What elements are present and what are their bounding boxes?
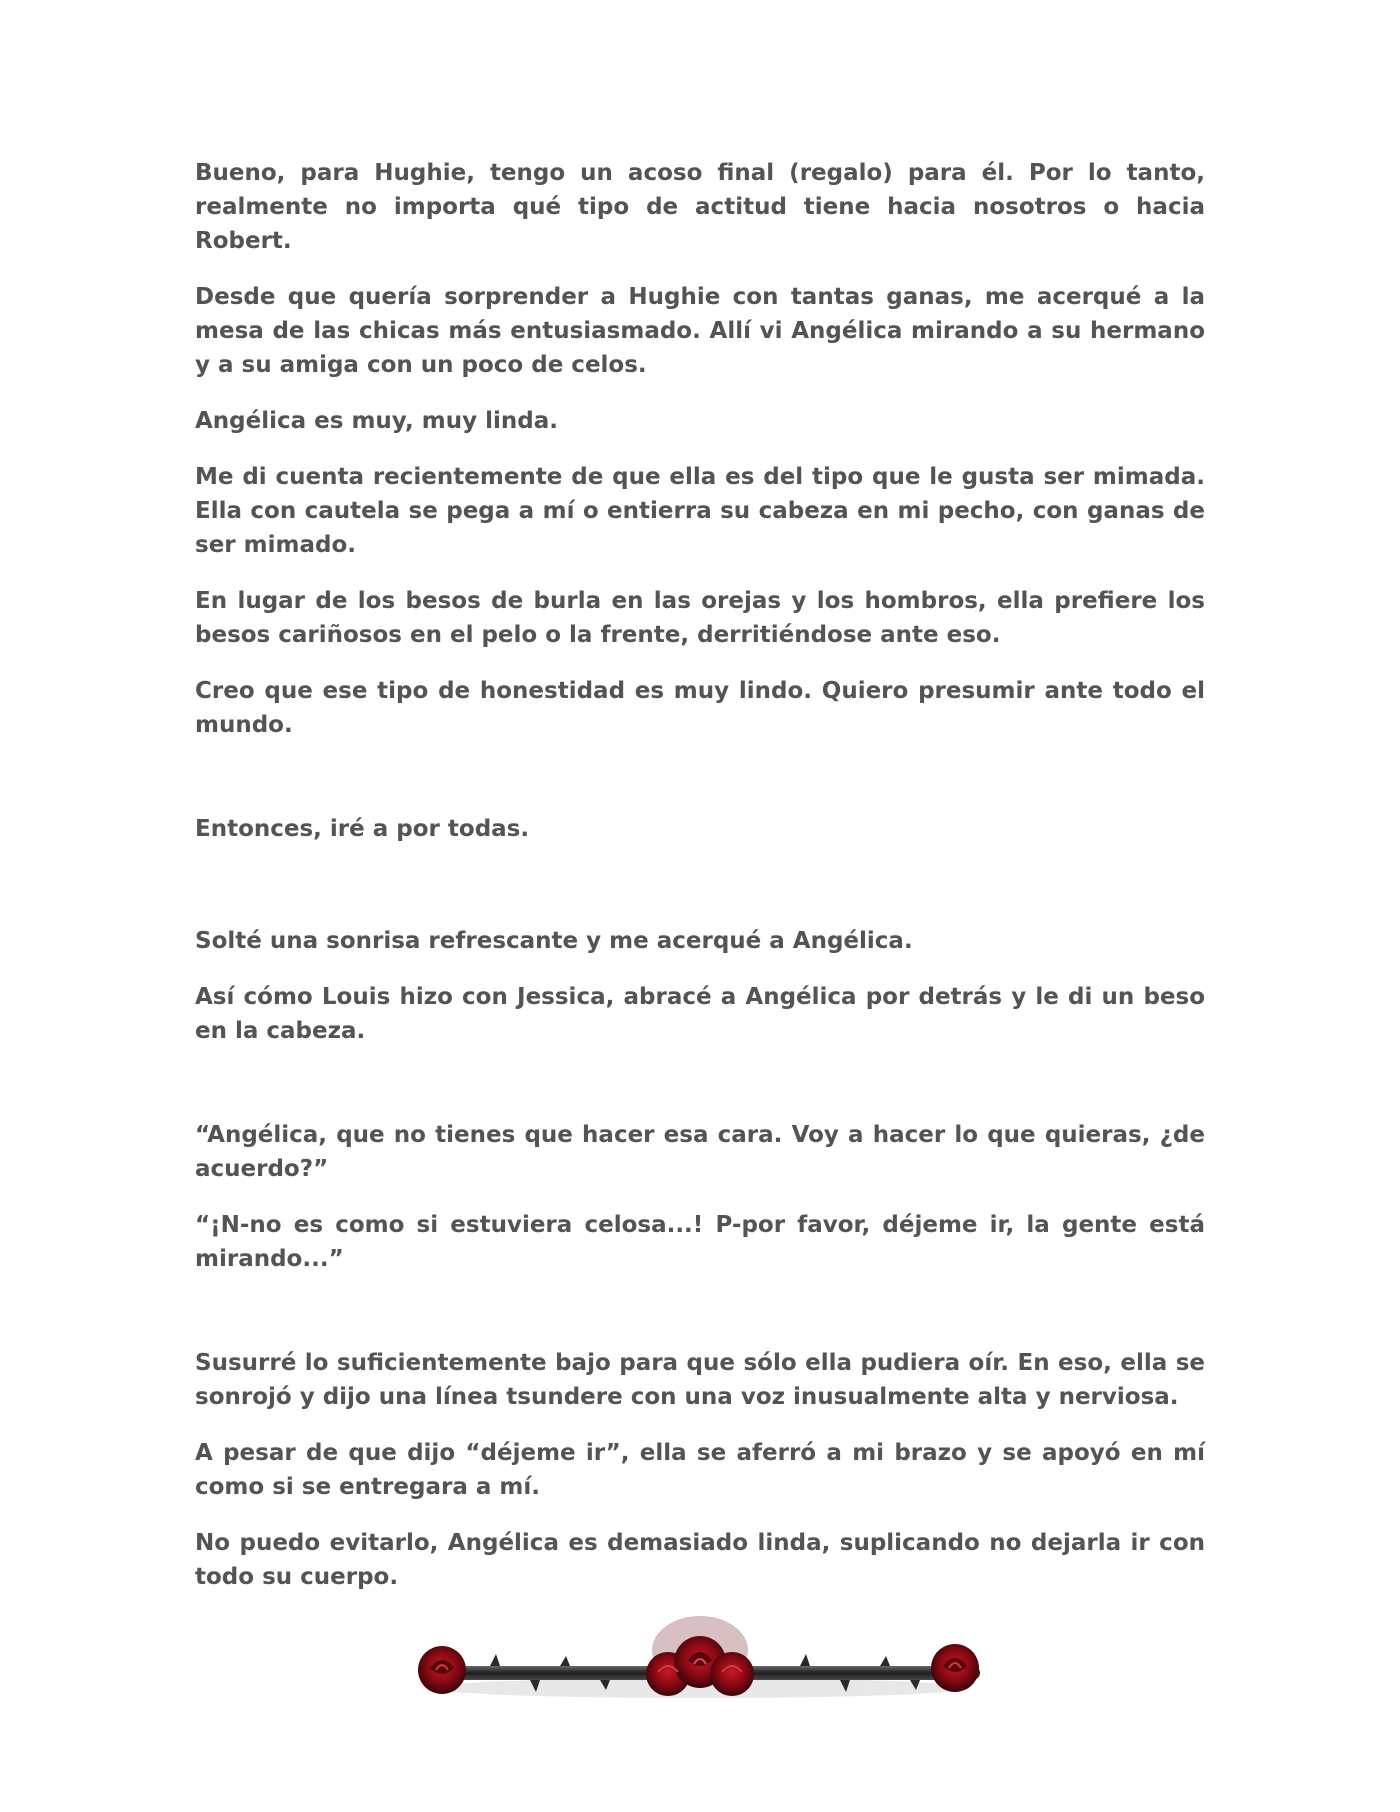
spacer bbox=[195, 868, 1205, 924]
paragraph-8: Solté una sonrisa refrescante y me acerqué a Angélica. bbox=[195, 928, 913, 954]
paragraph-2: Desde que quería sorprender a Hughie con tantas ganas, me acerqué a la mesa de las chicas más entusiasmado. Allí vi Angélica mirando a su hermano y a su amiga con un poco de celos. bbox=[195, 284, 1205, 378]
paragraph-10: Susurré lo suficientemente bajo para que sólo ella pudiera oír. En eso, ella se sonrojó y dijo una línea tsundere con una voz inusualmente alta y nerviosa. bbox=[195, 1350, 1205, 1410]
spacer bbox=[195, 1298, 1205, 1346]
dialogue-1: “Angélica, que no tienes que hacer esa cara. Voy a hacer lo que quieras, ¿de acuerdo?” bbox=[195, 1122, 1205, 1182]
rose-vine-divider-graphic bbox=[400, 1610, 1000, 1720]
paragraph-4: Me di cuenta recientemente de que ella es del tipo que le gusta ser mimada. Ella con cautela se pega a mí o entierra su cabeza en mi pecho, con ganas de ser mimado. bbox=[195, 464, 1205, 558]
dialogue-2: “¡N-no es como si estuviera celosa...! P-por favor, déjeme ir, la gente está mirando...” bbox=[195, 1212, 1205, 1272]
paragraph-9: Así cómo Louis hizo con Jessica, abracé a Angélica por detrás y le di un beso en la cabeza. bbox=[195, 984, 1205, 1044]
rose-vine-divider-icon bbox=[400, 1610, 1000, 1720]
paragraph-12: No puedo evitarlo, Angélica es demasiado linda, suplicando no dejarla ir con todo su cuerpo. bbox=[195, 1530, 1205, 1590]
paragraph-3: Angélica es muy, muy linda. bbox=[195, 408, 558, 434]
paragraph-5: En lugar de los besos de burla en las orejas y los hombros, ella prefiere los besos cariñosos en el pelo o la frente, derritiéndose ante eso. bbox=[195, 588, 1205, 648]
paragraph-6: Creo que ese tipo de honestidad es muy lindo. Quiero presumir ante todo el mundo. bbox=[195, 678, 1205, 738]
paragraph-11: A pesar de que dijo “déjeme ir”, ella se aferró a mi brazo y se apoyó en mí como si se entregara a mí. bbox=[195, 1440, 1205, 1500]
paragraph-1: Bueno, para Hughie, tengo un acoso final (regalo) para él. Por lo tanto, realmente no importa qué tipo de actitud tiene hacia nosotros o hacia Robert. bbox=[195, 160, 1205, 254]
document-body bbox=[195, 156, 1205, 1616]
spacer bbox=[195, 1070, 1205, 1118]
spacer bbox=[195, 764, 1205, 812]
paragraph-7: Entonces, iré a por todas. bbox=[195, 816, 530, 842]
